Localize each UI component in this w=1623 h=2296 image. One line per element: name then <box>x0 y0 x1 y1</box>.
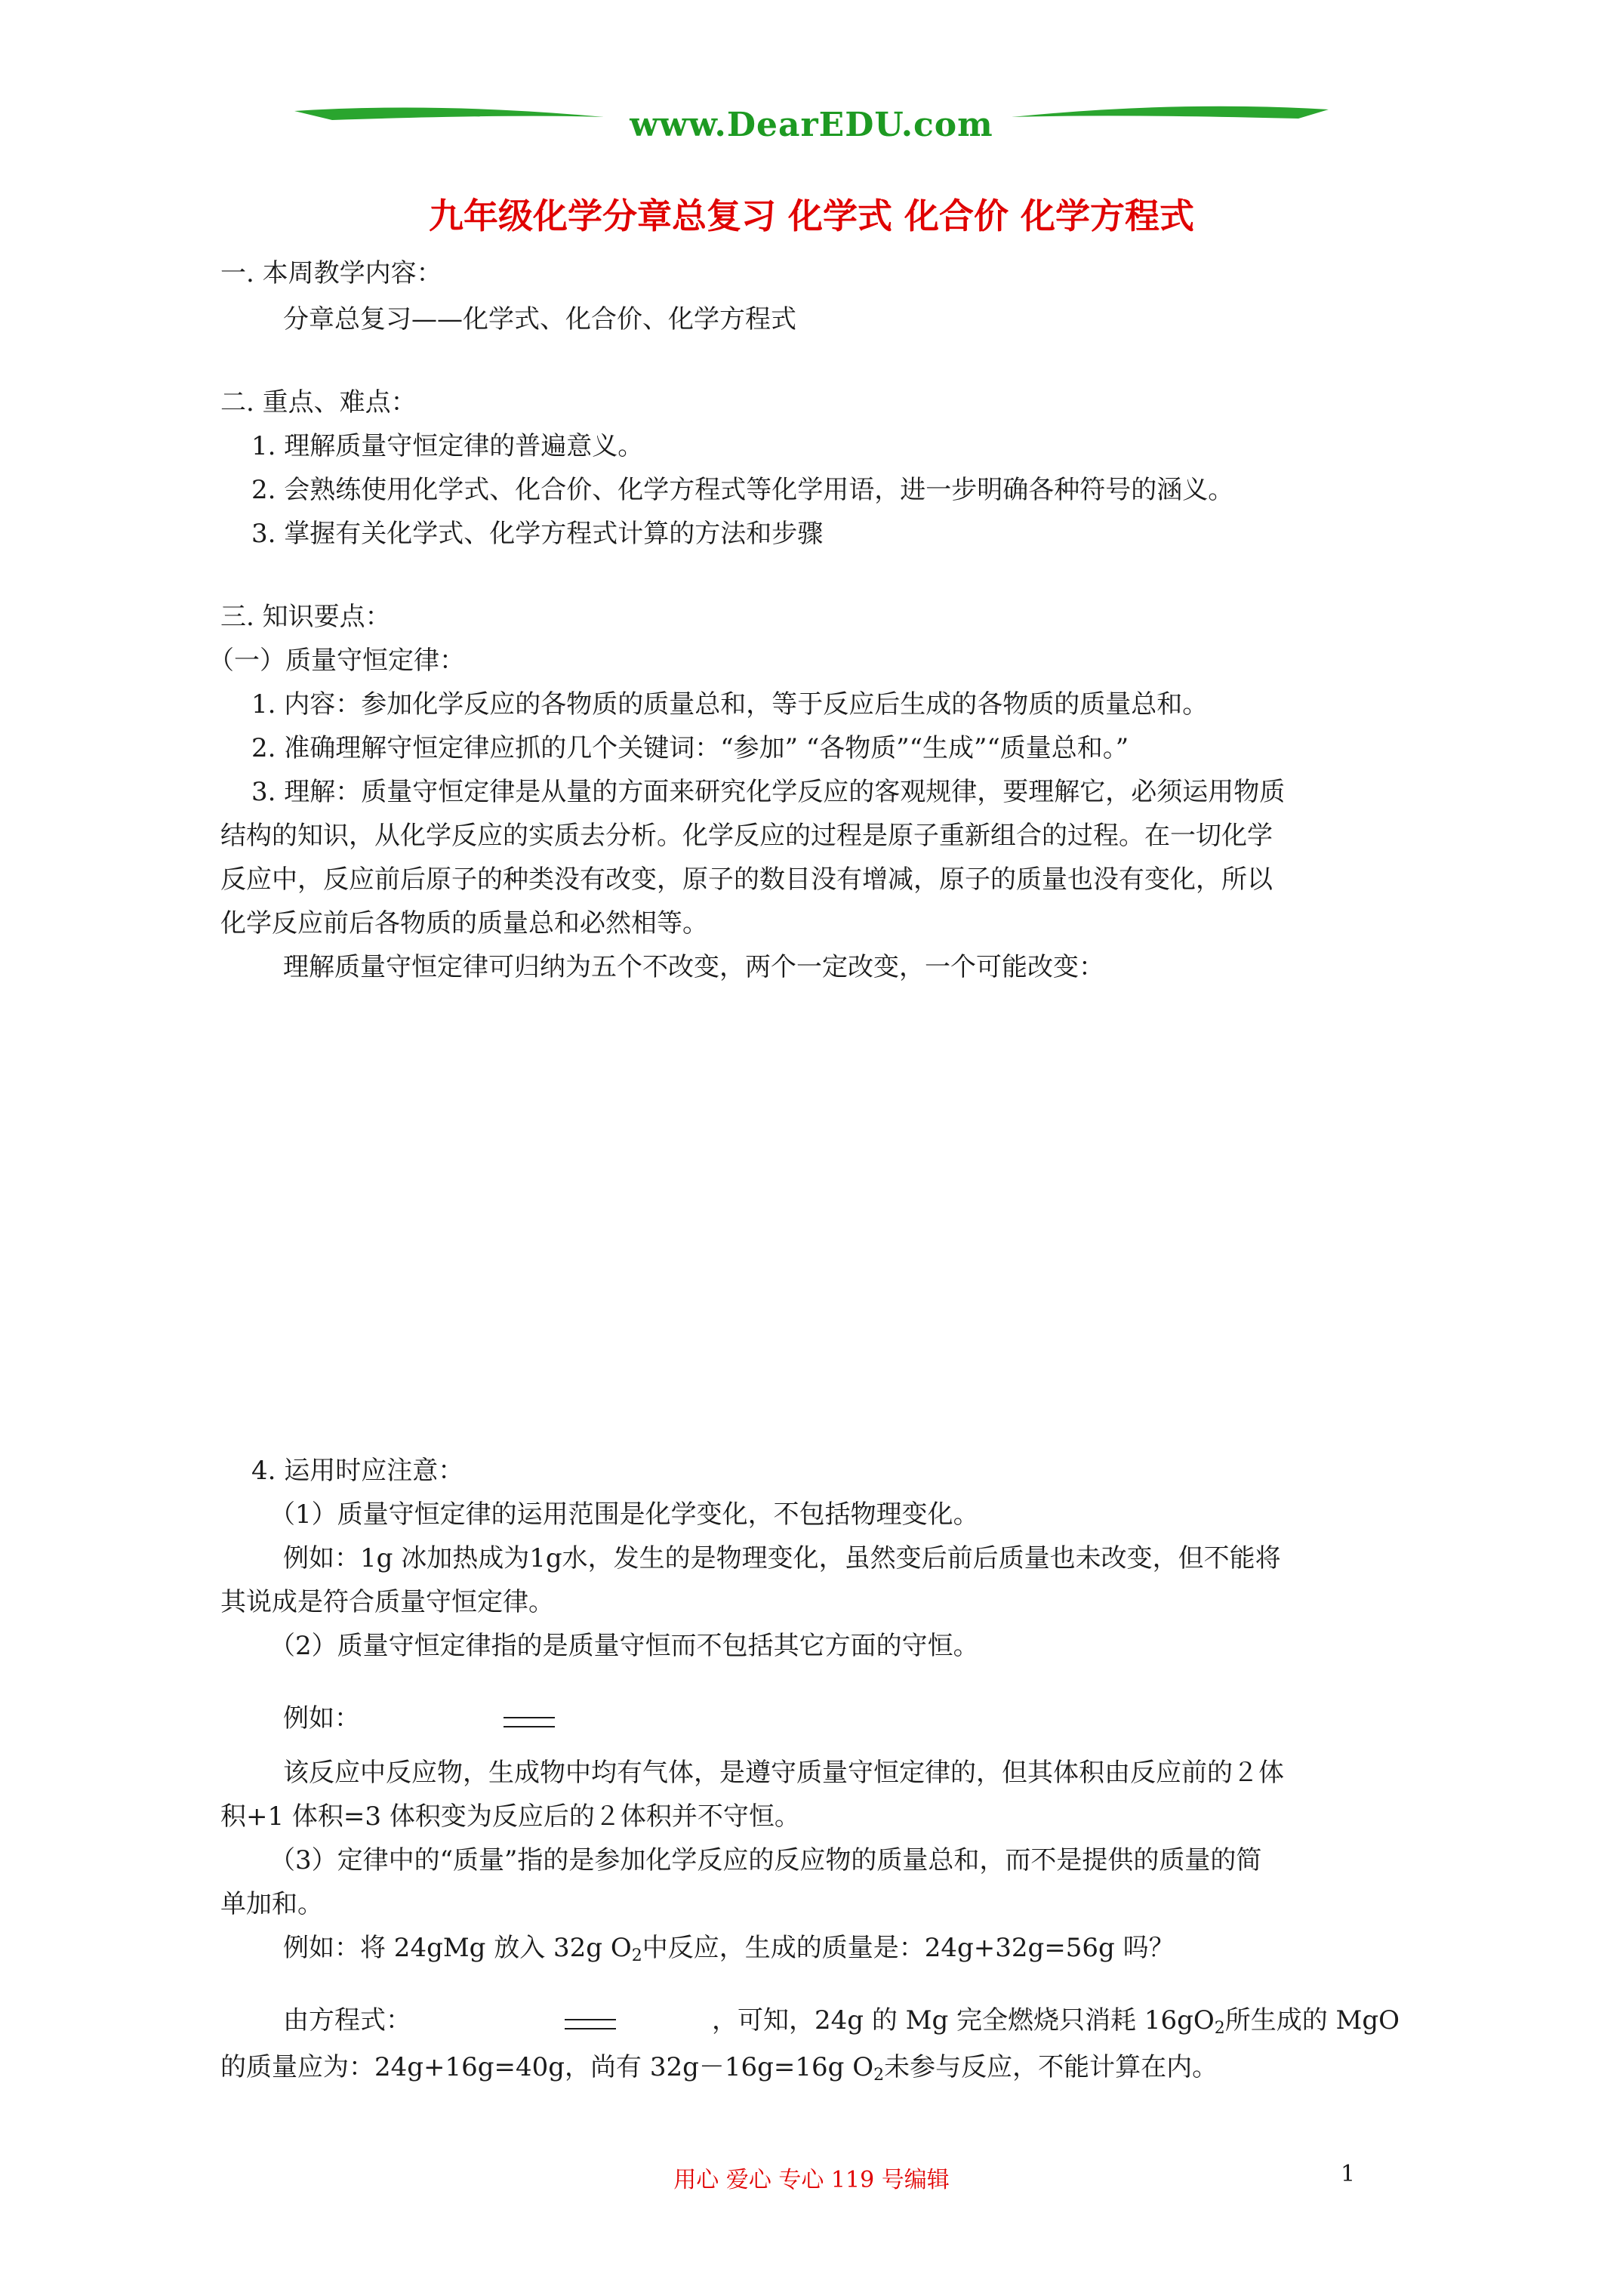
section-2-item-1: 1. 理解质量守恒定律的普遍意义。 <box>251 431 644 461</box>
section-3-item-3-line-1: 3. 理解：质量守恒定律是从量的方面来研究化学反应的客观规律，要理解它，必须运用物质 <box>251 777 1286 807</box>
page-title: 九年级化学分章总复习 化学式 化合价 化学方程式 <box>428 196 1195 236</box>
section-3-item-4: 4. 运用时应注意： <box>251 1456 464 1486</box>
note-2-example-line-1: 该反应中反应物，生成物中均有气体，是遵守质量守恒定律的，但其体积由反应前的２体 <box>283 1758 1284 1788</box>
subscript: 2 <box>873 2066 885 2085</box>
section-3-summary: 理解质量守恒定律可归纳为五个不改变，两个一定改变，一个可能改变： <box>283 952 1104 982</box>
note-2: （2）质量守恒定律指的是质量守恒而不包括其它方面的守恒。 <box>269 1631 979 1661</box>
footer-text: 用心 爱心 专心 119 号编辑 <box>673 2167 950 2193</box>
note-2-example-line-2: 积+1 体积=3 体积变为反应后的２体积并不守恒。 <box>220 1801 800 1832</box>
section-3-item-3-line-2: 结构的知识，从化学反应的实质去分析。化学反应的过程是原子重新组合的过程。在一切化学 <box>220 821 1273 851</box>
note-3-line-1: （3）定律中的“质量”指的是参加化学反应的反应物的质量总和，而不是提供的质量的简 <box>269 1845 1262 1875</box>
note-3-line-2: 单加和。 <box>220 1889 323 1919</box>
subscript: 2 <box>1214 2019 1225 2038</box>
section-2-item-2: 2. 会熟练使用化学式、化合价、化学方程式等化学用语，进一步明确各种符号的涵义。 <box>251 475 1234 505</box>
note-1-example-line-1: 例如：1g 冰加热成为1g水，发生的是物理变化，虽然变后前后质量也未改变，但不能将 <box>283 1543 1281 1573</box>
section-3-item-2: 2. 准确理解守恒定律应抓的几个关键词：“参加” “各物质”“生成”“质量总和。” <box>251 733 1129 763</box>
note-3-example-part-b: 中反应，生成的质量是：24g+32g=56g 吗？ <box>642 1933 1175 1963</box>
subsection-1-heading: （一）质量守恒定律： <box>208 646 465 676</box>
note-3-equation-part-b: 所生成的 MgO <box>1224 2005 1400 2036</box>
equation-equals-sign <box>504 1717 555 1727</box>
note-3-equation-text <box>712 2005 1400 2044</box>
note-3-last-line <box>220 2052 1218 2091</box>
note-1-example-line-2: 其说成是符合质量守恒定律。 <box>220 1587 554 1617</box>
section-3-item-1: 1. 内容：参加化学反应的各物质的质量总和，等于反应后生成的各物质的质量总和。 <box>251 689 1209 720</box>
note-3-last-part-b: 未参与反应，不能计算在内。 <box>884 2052 1218 2082</box>
section-3-item-3-line-4: 化学反应前后各物质的质量总和必然相等。 <box>220 908 708 938</box>
site-banner-text[interactable]: www.DearEDU.com <box>630 106 993 144</box>
section-2-heading: 二. 重点、难点： <box>220 387 417 418</box>
subscript: 2 <box>631 1946 642 1965</box>
page-number: 1 <box>1341 2161 1356 2187</box>
equation-equals-sign <box>565 2019 616 2029</box>
note-3-example-part-a: 例如：将 24gMg 放入 32g O <box>283 1933 632 1963</box>
section-1-body: 分章总复习——化学式、化合价、化学方程式 <box>283 304 796 334</box>
section-3-item-3-line-3: 反应中，反应前后原子的种类没有改变，原子的数目没有增减，原子的质量也没有变化，所以 <box>220 864 1273 895</box>
section-2-item-3: 3. 掌握有关化学式、化学方程式计算的方法和步骤 <box>251 519 824 549</box>
section-1-heading: 一. 本周教学内容： <box>220 258 442 288</box>
section-3-heading: 三. 知识要点： <box>220 602 391 632</box>
note-1: （1）质量守恒定律的运用范围是化学变化，不包括物理变化。 <box>269 1499 979 1530</box>
note-3-example <box>283 1933 1175 1971</box>
note-3-equation-part-a: ，可知，24g 的 Mg 完全燃烧只消耗 16gO <box>712 2005 1215 2036</box>
note-2-example-label: 例如： <box>283 1703 360 1734</box>
note-3-equation-label: 由方程式： <box>283 2005 411 2036</box>
note-3-last-part-a: 的质量应为：24g+16g=40g，尚有 32g－16g=16g O <box>220 2052 874 2082</box>
